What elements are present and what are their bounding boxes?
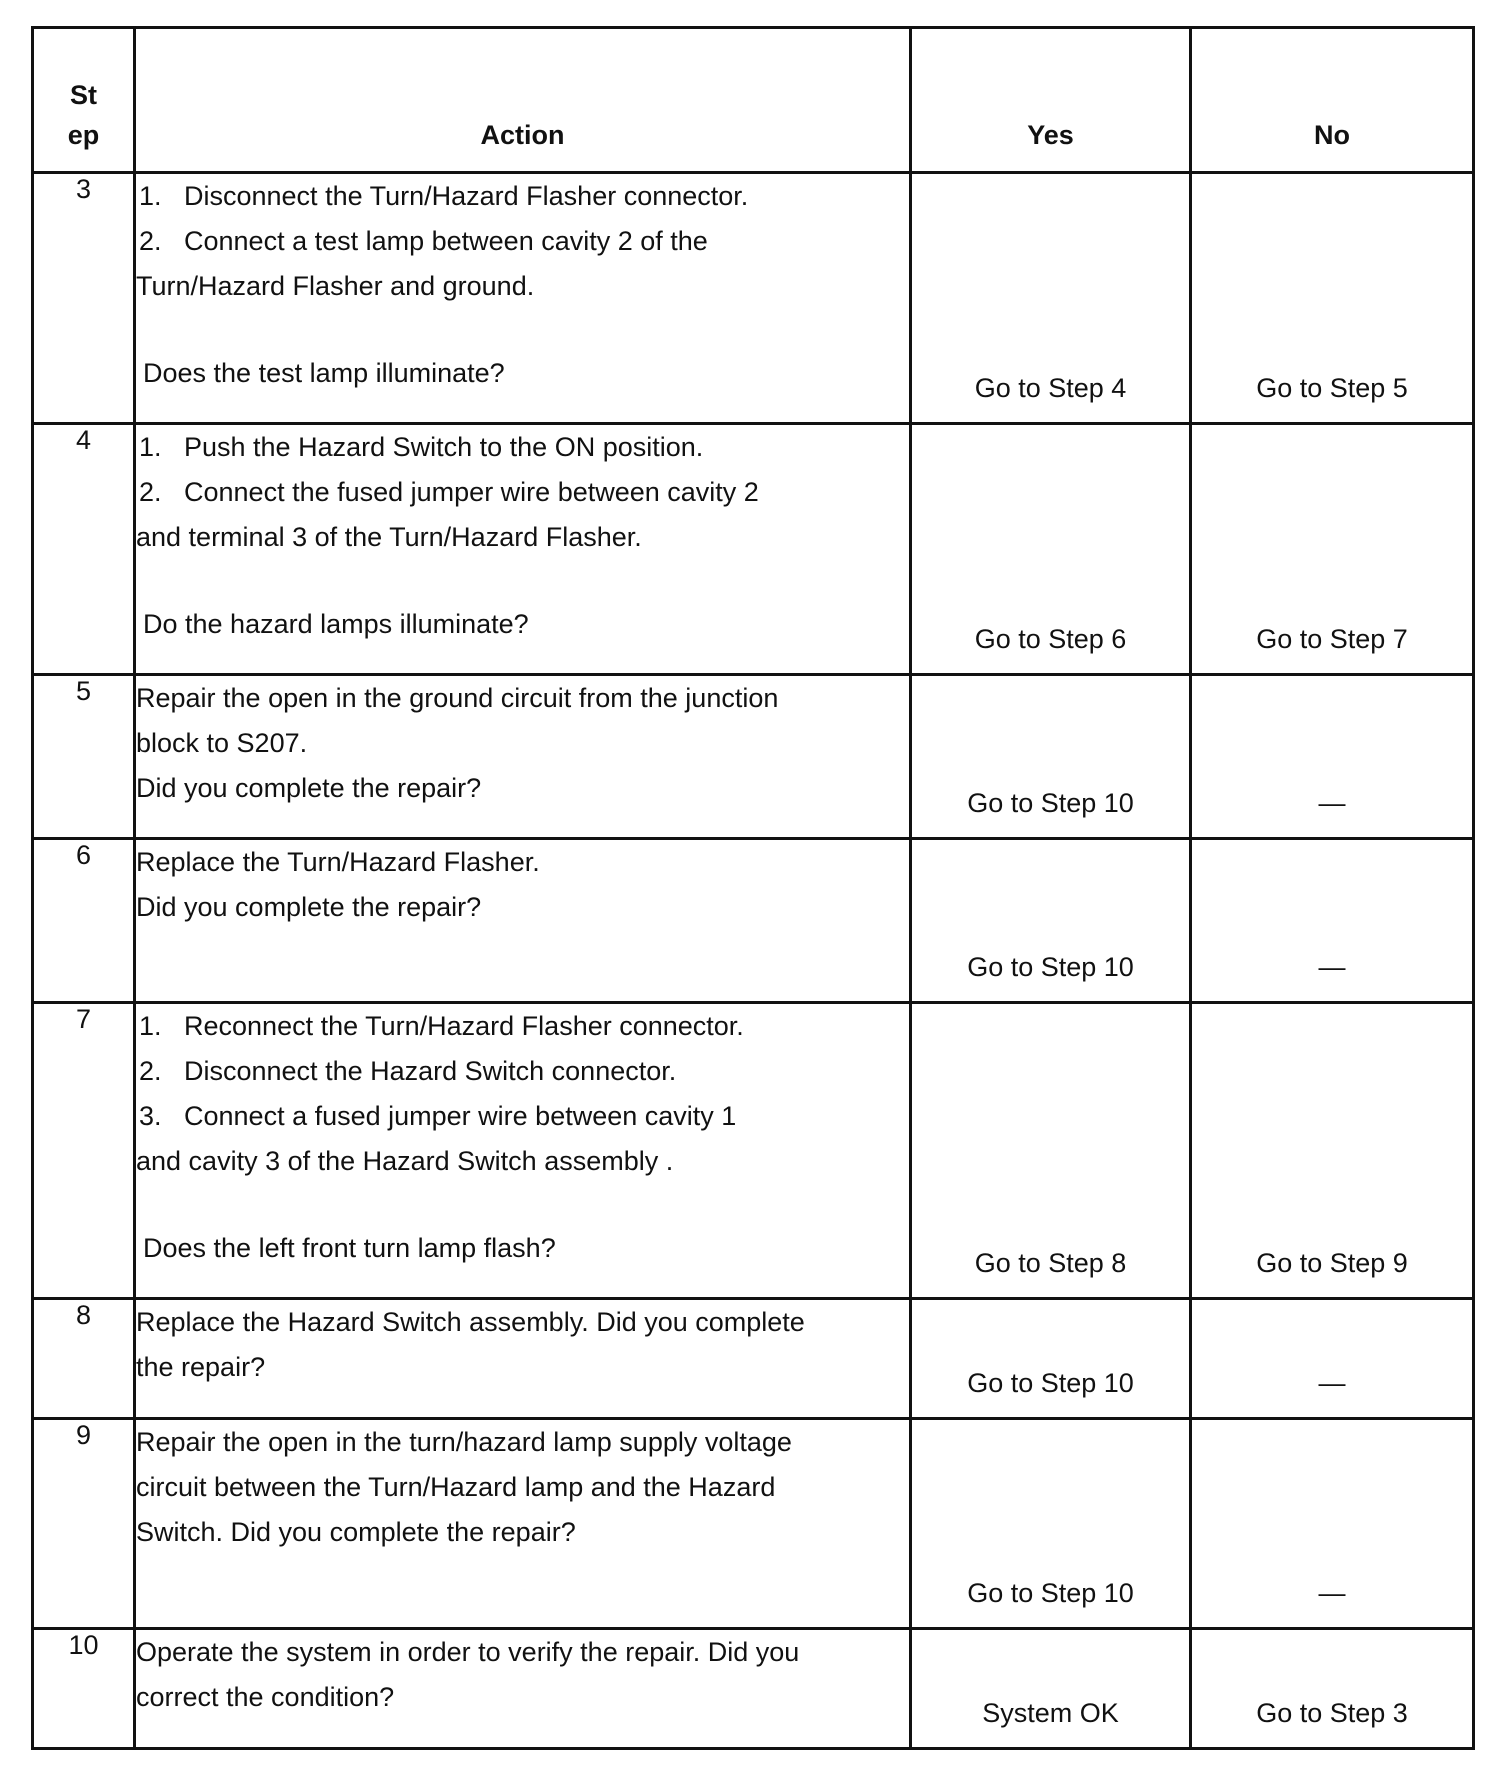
header-step-line2: ep — [67, 120, 100, 150]
header-step-line1: St — [70, 80, 97, 110]
table-row — [33, 424, 1474, 675]
table-row — [33, 173, 1474, 424]
yes-cell — [911, 675, 1191, 839]
action-line: circuit between the Turn/Hazard lamp and the Hazard — [136, 1472, 776, 1502]
step-number: 3 — [33, 173, 135, 424]
no-cell — [1191, 839, 1474, 1003]
item-text: Reconnect the Turn/Hazard Flasher connector. — [184, 1011, 744, 1041]
table-row — [33, 839, 1474, 1003]
no-cell — [1191, 1419, 1474, 1629]
action-cell — [135, 1003, 911, 1299]
item-number: 2. — [139, 1056, 162, 1086]
table-row — [33, 1003, 1474, 1299]
no-cell — [1191, 424, 1474, 675]
no-answer: Go to Step 5 — [1256, 373, 1408, 403]
action-question: Do the hazard lamps illuminate? — [143, 609, 529, 639]
yes-cell — [911, 1003, 1191, 1299]
yes-cell — [911, 1299, 1191, 1419]
no-answer: — — [1318, 1368, 1346, 1398]
action-item — [136, 1004, 909, 1049]
action-cell — [135, 1629, 911, 1749]
table-row — [33, 1299, 1474, 1419]
yes-answer: Go to Step 6 — [974, 624, 1127, 654]
yes-answer: Go to Step 10 — [967, 952, 1134, 982]
action-item — [136, 1049, 909, 1094]
header-step — [33, 28, 135, 173]
table-row — [33, 1419, 1474, 1629]
action-line: Replace the Hazard Switch assembly. Did you complete — [136, 1307, 805, 1337]
yes-answer: Go to Step 4 — [974, 373, 1127, 403]
action-cell — [135, 675, 911, 839]
no-answer: — — [1318, 1578, 1346, 1608]
header-yes: Yes — [911, 28, 1191, 173]
action-line: Replace the Turn/Hazard Flasher. — [136, 847, 540, 877]
yes-cell — [911, 173, 1191, 424]
action-line: Repair the open in the turn/hazard lamp supply voltage — [136, 1427, 792, 1457]
yes-answer: System OK — [982, 1698, 1119, 1728]
step-number: 8 — [33, 1299, 135, 1419]
action-item — [136, 219, 909, 264]
action-item — [136, 1094, 909, 1139]
yes-cell — [911, 1629, 1191, 1749]
action-line: block to S207. — [136, 728, 308, 758]
no-cell — [1191, 1003, 1474, 1299]
header-action: Action — [135, 28, 911, 173]
no-answer: Go to Step 3 — [1256, 1698, 1408, 1728]
item-number: 1. — [139, 1011, 162, 1041]
no-cell — [1191, 675, 1474, 839]
no-cell — [1191, 1299, 1474, 1419]
header-row — [33, 28, 1474, 173]
action-continuation: and cavity 3 of the Hazard Switch assembly . — [136, 1146, 674, 1176]
step-number: 7 — [33, 1003, 135, 1299]
no-cell — [1191, 173, 1474, 424]
action-item — [136, 174, 909, 219]
no-answer: — — [1318, 952, 1346, 982]
action-cell — [135, 173, 911, 424]
action-continuation: Turn/Hazard Flasher and ground. — [136, 271, 535, 301]
action-cell — [135, 839, 911, 1003]
action-cell — [135, 1299, 911, 1419]
action-continuation: and terminal 3 of the Turn/Hazard Flasher. — [136, 522, 642, 552]
action-line: Switch. Did you complete the repair? — [136, 1517, 576, 1547]
step-number: 6 — [33, 839, 135, 1003]
action-item — [136, 470, 909, 515]
yes-cell — [911, 839, 1191, 1003]
no-answer: Go to Step 9 — [1256, 1248, 1408, 1278]
item-number: 2. — [139, 226, 162, 256]
action-line: Did you complete the repair? — [136, 892, 482, 922]
diagnostic-table — [31, 26, 1475, 1750]
yes-cell — [911, 1419, 1191, 1629]
action-item — [136, 425, 909, 470]
item-text: Connect a test lamp between cavity 2 of the — [184, 226, 708, 256]
yes-answer: Go to Step 10 — [967, 1368, 1134, 1398]
step-number: 9 — [33, 1419, 135, 1629]
item-number: 2. — [139, 477, 162, 507]
no-answer: — — [1318, 788, 1346, 818]
item-number: 1. — [139, 432, 162, 462]
action-line: Did you complete the repair? — [136, 773, 482, 803]
no-answer: Go to Step 7 — [1256, 624, 1408, 654]
item-text: Disconnect the Turn/Hazard Flasher connector. — [184, 181, 749, 211]
item-text: Disconnect the Hazard Switch connector. — [184, 1056, 677, 1086]
item-number: 1. — [139, 181, 162, 211]
action-line: correct the condition? — [136, 1682, 395, 1712]
action-line: Operate the system in order to verify the repair. Did you — [136, 1637, 800, 1667]
yes-answer: Go to Step 10 — [967, 788, 1134, 818]
yes-answer: Go to Step 10 — [967, 1578, 1134, 1608]
step-number: 4 — [33, 424, 135, 675]
step-number: 10 — [33, 1629, 135, 1749]
action-question: Does the left front turn lamp flash? — [143, 1233, 556, 1263]
action-cell — [135, 424, 911, 675]
yes-answer: Go to Step 8 — [974, 1248, 1127, 1278]
action-question: Does the test lamp illuminate? — [143, 358, 505, 388]
table-row — [33, 1629, 1474, 1749]
action-line: Repair the open in the ground circuit from the junction — [136, 683, 779, 713]
step-number: 5 — [33, 675, 135, 839]
table-row — [33, 675, 1474, 839]
item-text: Push the Hazard Switch to the ON position. — [184, 432, 704, 462]
item-text: Connect the fused jumper wire between cavity 2 — [184, 477, 759, 507]
item-text: Connect a fused jumper wire between cavity 1 — [184, 1101, 737, 1131]
no-cell — [1191, 1629, 1474, 1749]
action-line: the repair? — [136, 1352, 266, 1382]
item-number: 3. — [139, 1101, 162, 1131]
action-cell — [135, 1419, 911, 1629]
yes-cell — [911, 424, 1191, 675]
header-no: No — [1191, 28, 1474, 173]
